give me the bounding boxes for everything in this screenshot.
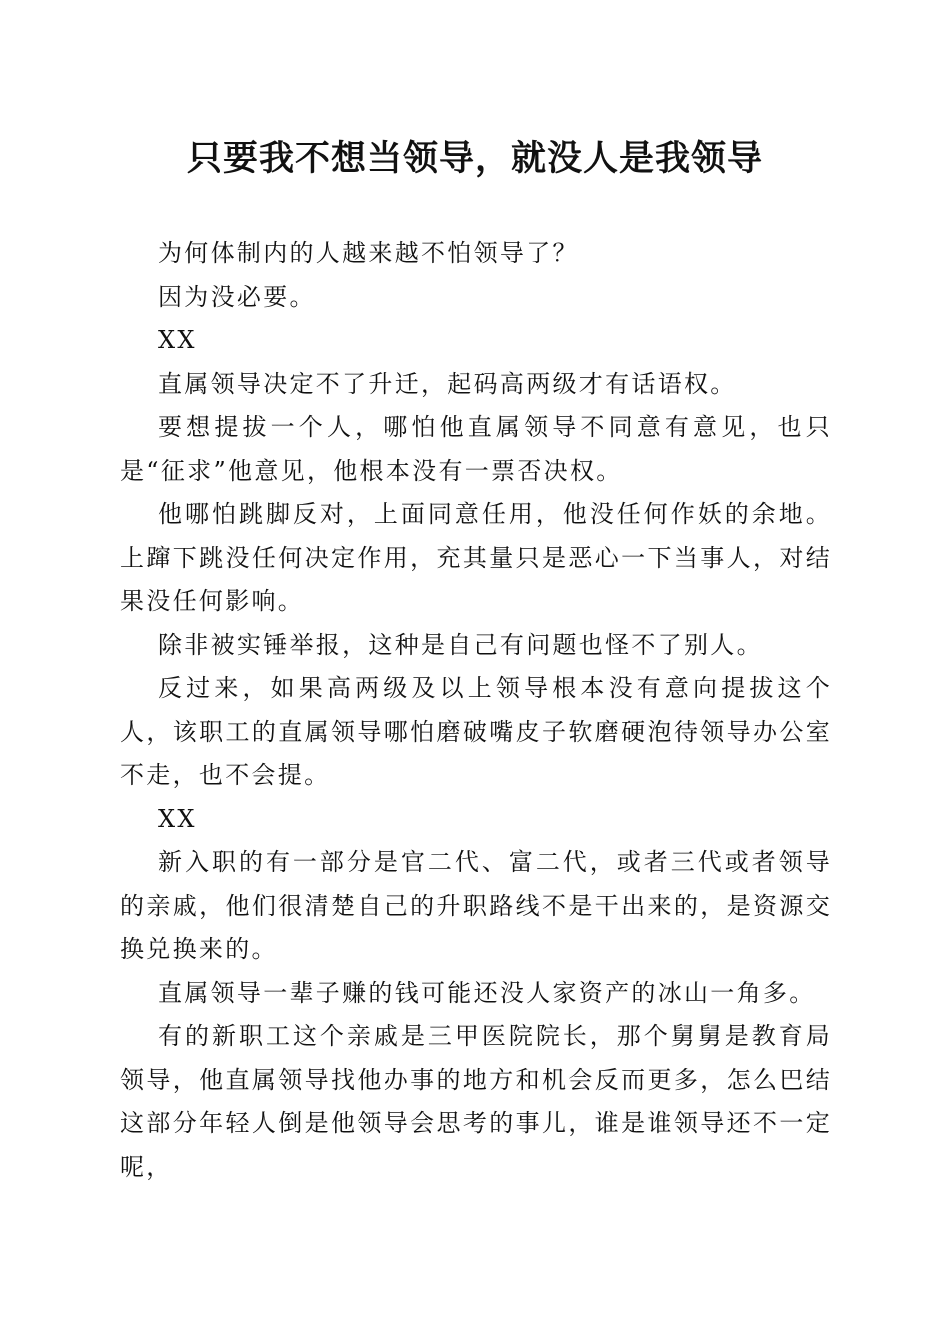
paragraph: 除非被实锤举报，这种是自己有问题也怪不了别人。: [158, 630, 763, 659]
paragraph: 直属领导一辈子赚的钱可能还没人家资产的冰山一角多。: [158, 978, 816, 1007]
paragraph: 为何体制内的人越来越不怕领导了？: [158, 239, 579, 267]
paragraph: 要想提拔一个人，哪怕他直属领导不同意有意见，也只是“征求”他意见，他根本没有一票否决权。: [120, 413, 832, 485]
paragraph: 直属领导决定不了升迁，起码高两级才有话语权。: [158, 369, 737, 398]
section-marker: XX: [158, 804, 197, 833]
paragraph: 因为没必要。: [158, 282, 316, 311]
paragraph: 他哪怕跳脚反对，上面同意任用，他没任何作妖的余地。上蹿下跳没任何决定作用，充其量只是恶心一下当事人，对结果没任何影响。: [120, 500, 832, 615]
document-title: 只要我不想当领导，就没人是我领导: [186, 138, 763, 179]
paragraph: 有的新职工这个亲戚是三甲医院院长，那个舅舅是教育局领导，他直属领导找他办事的地方和机会反而更多，怎么巴结这部分年轻人倒是他领导会思考的事儿，谁是谁领导还不一定呢，: [120, 1022, 832, 1181]
document-body: [120, 232, 832, 1189]
paragraph: 反过来，如果高两级及以上领导根本没有意向提拔这个人，该职工的直属领导哪怕磨破嘴皮子软磨硬泡待领导办公室不走，也不会提。: [120, 674, 832, 789]
section-marker: XX: [158, 326, 197, 354]
paragraph: 新入职的有一部分是官二代、富二代，或者三代或者领导的亲戚，他们很清楚自己的升职路线不是干出来的，是资源交换兑换来的。: [120, 848, 832, 963]
